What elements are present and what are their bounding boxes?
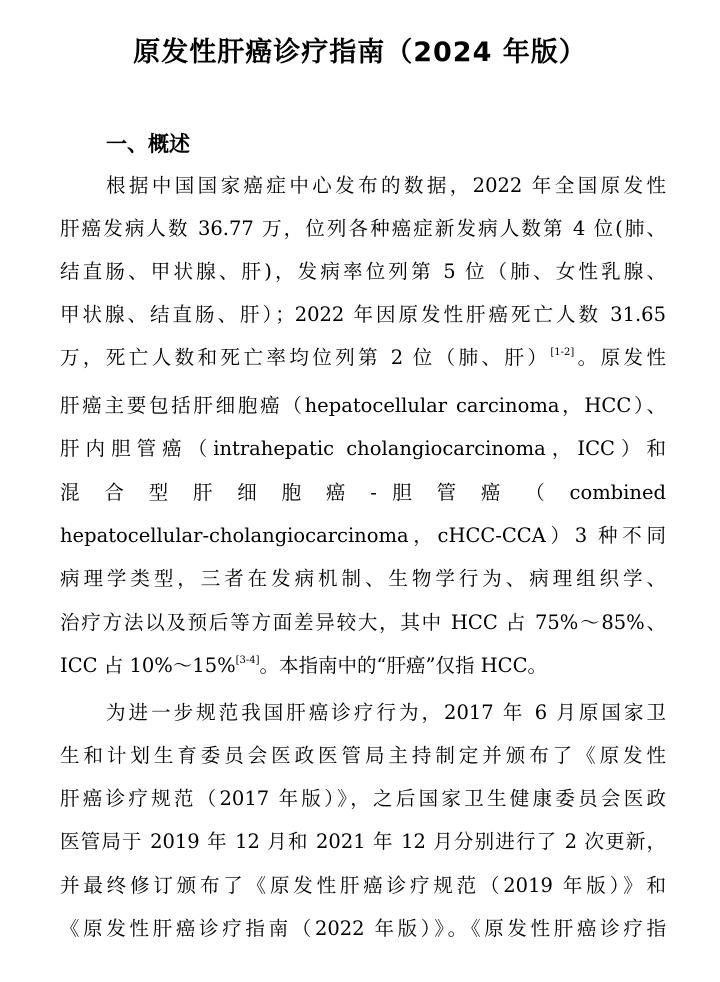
paragraph-line: 并最终修订颁布了《原发性肝癌诊疗规范（2019 年版）》和 bbox=[60, 874, 666, 897]
line-text: 万，死亡人数和死亡率均位列第 2 位（肺、肝） bbox=[60, 346, 551, 369]
line-text: ICC 占 10%～15% bbox=[60, 654, 236, 677]
paragraph-line: 医管局于 2019 年 12 月和 2021 年 12 月分别进行了 2 次更新， bbox=[60, 830, 666, 853]
paragraph-line: 肝内胆管癌（intrahepatic cholangiocarcinoma，ICC）和 bbox=[60, 437, 666, 460]
paragraph-line: 《原发性肝癌诊疗指南（2022 年版）》。《原发性肝癌诊疗指 bbox=[60, 917, 666, 940]
paragraph-line: 根据中国国家癌症中心发布的数据，2022 年全国原发性 bbox=[106, 174, 666, 197]
paragraph-line: 为进一步规范我国肝癌诊疗行为，2017 年 6 月原国家卫 bbox=[106, 701, 666, 724]
paragraph-line bbox=[60, 338, 666, 378]
paragraph-line: hepatocellular-cholangiocarcinoma，cHCC-CCA）3 种不同 bbox=[60, 524, 666, 547]
paragraph-line: 生和计划生育委员会医政医管局主持制定并颁布了《原发性 bbox=[60, 744, 666, 767]
paragraph-line: 结直肠、甲状腺、肝)，发病率位列第 5 位（肺、女性乳腺、 bbox=[60, 260, 666, 283]
paragraph-line: 肝癌诊疗规范（2017 年版）》，之后国家卫生健康委员会医政 bbox=[60, 787, 666, 810]
paragraph-line: 治疗方法以及预后等方面差异较大，其中 HCC 占 75%～85%、 bbox=[60, 611, 666, 634]
paragraph-line bbox=[60, 646, 666, 686]
line-text: 。本指南中的“肝癌”仅指 HCC。 bbox=[259, 654, 548, 677]
section-heading: 一、概述 bbox=[106, 132, 190, 156]
document-title: 原发性肝癌诊疗指南（2024 年版） bbox=[133, 37, 587, 68]
paragraph-line: 肝癌主要包括肝细胞癌（hepatocellular carcinoma，HCC）、 bbox=[60, 394, 666, 417]
citation-ref: [3-4] bbox=[235, 655, 260, 666]
paragraph-line: 甲状腺、结直肠、肝）；2022 年因原发性肝癌死亡人数 31.65 bbox=[60, 303, 666, 326]
citation-ref: [1-2] bbox=[550, 347, 575, 358]
paragraph-line: 肝癌发病人数 36.77 万，位列各种癌症新发病人数第 4 位(肺、 bbox=[60, 217, 666, 240]
paragraph-line: 混 合 型 肝 细 胞 癌 - 胆 管 癌 （ combined bbox=[60, 481, 666, 504]
line-text: 。原发性 bbox=[574, 346, 666, 369]
paragraph-line: 病理学类型，三者在发病机制、生物学行为、病理组织学、 bbox=[60, 567, 666, 590]
